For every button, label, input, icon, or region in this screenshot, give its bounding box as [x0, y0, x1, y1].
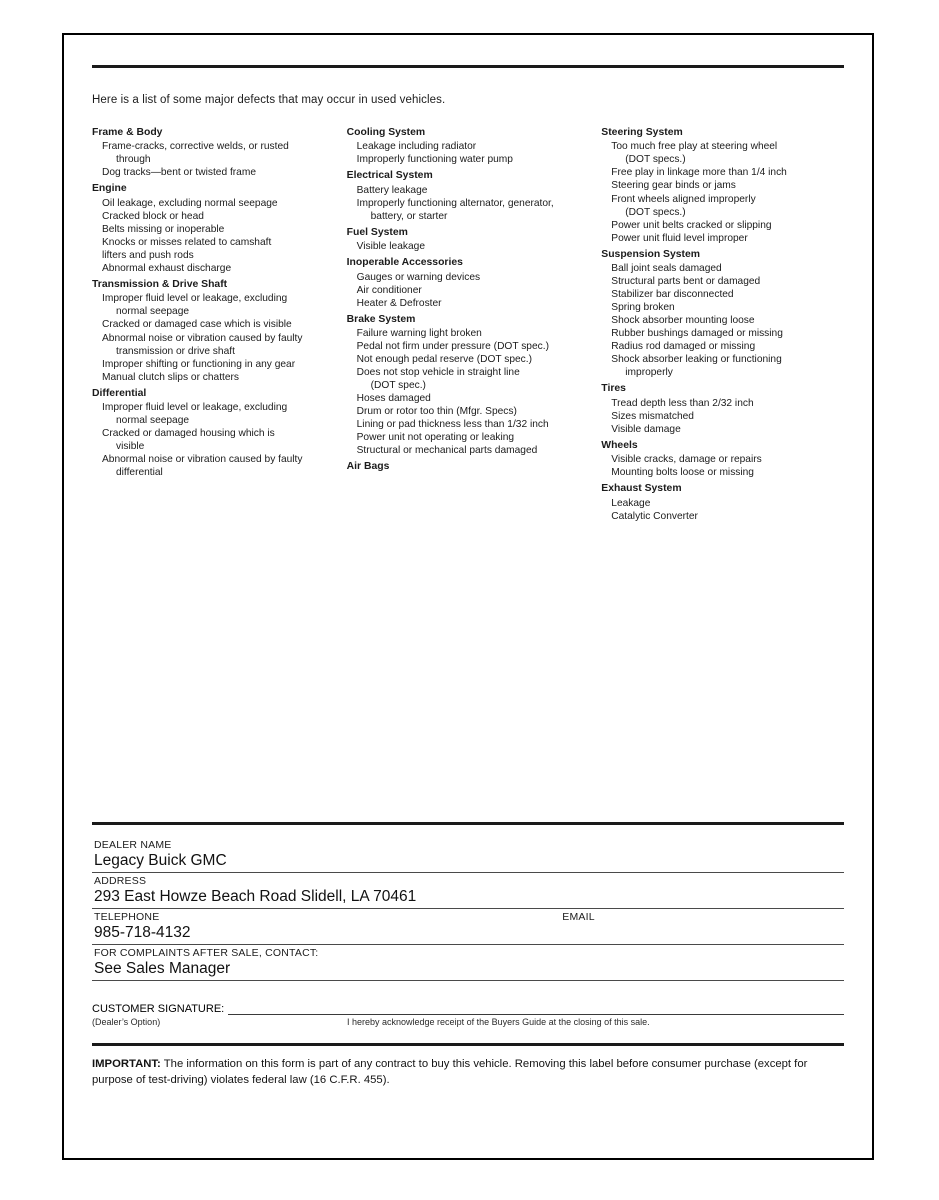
defect-item: Tread depth less than 2/32 inch: [611, 397, 754, 409]
defect-group: [347, 256, 594, 309]
defect-text-cont: normal seepage: [116, 306, 190, 318]
defect-item: Steering gear binds or jams: [611, 180, 736, 192]
group-title: Transmission & Drive Shaft: [92, 279, 228, 291]
defect-text-cont: visible: [116, 441, 145, 453]
defect-group: [347, 313, 594, 458]
defect-group: [92, 278, 339, 384]
important-text: The information on this form is part of any contract to buy this vehicle. Removing this label before consumer purchase (except for purpose of test-driving) violates federal law (16 C.F.R. 455).: [92, 1057, 808, 1087]
defect-item: Belts missing or inoperable: [102, 223, 225, 235]
defect-item: Failure warning light broken: [356, 327, 482, 339]
defect-group: [347, 226, 594, 253]
defect-text: Frame-cracks, corrective welds, or rusted: [102, 141, 289, 153]
defect-text-cont: (DOT spec.): [370, 380, 426, 392]
defect-item: Cracked block or head: [102, 210, 204, 222]
signature-subtext: [92, 1017, 844, 1027]
defect-item: Shock absorber mounting loose: [611, 315, 755, 327]
defect-group: [601, 126, 844, 245]
important-label: IMPORTANT:: [92, 1057, 161, 1070]
dealer-address-value[interactable]: 293 East Howze Beach Road Slidell, LA 70461: [92, 887, 844, 909]
group-title: Fuel System: [346, 226, 408, 238]
defect-text-cont: normal seepage: [116, 415, 190, 427]
defect-item: [92, 453, 339, 479]
dealer-address-field[interactable]: [92, 875, 844, 909]
dealer-name-value[interactable]: Legacy Buick GMC: [92, 851, 844, 873]
defect-item: Stabilizer bar disconnected: [611, 289, 734, 301]
defect-text-cont: (DOT specs.): [625, 154, 686, 166]
defect-item: [92, 427, 339, 453]
top-divider: [92, 65, 844, 68]
defect-group: [92, 182, 339, 275]
defect-item: [347, 197, 594, 223]
defect-item: [92, 401, 339, 427]
group-title: Exhaust System: [601, 483, 682, 495]
bottom-divider: [92, 1043, 844, 1046]
defect-item: [601, 353, 844, 379]
defect-item: Structural parts bent or damaged: [611, 276, 761, 288]
middle-divider: [92, 822, 844, 825]
defect-item: Hoses damaged: [356, 393, 431, 405]
telephone-label: TELEPHONE: [94, 910, 160, 923]
group-title: Electrical System: [346, 170, 433, 182]
defect-item: Sizes mismatched: [611, 410, 694, 422]
defect-item: lifters and push rods: [102, 249, 194, 261]
defect-text: Front wheels aligned improperly: [611, 193, 756, 205]
defect-text: Too much free play at steering wheel: [611, 141, 778, 153]
defect-text-cont: differential: [116, 467, 163, 479]
defect-item: Power unit belts cracked or slipping: [611, 219, 772, 231]
defect-text: Does not stop vehicle in straight line: [356, 367, 520, 379]
group-title: Wheels: [601, 439, 638, 451]
defect-text: Abnormal noise or vibration caused by faulty: [102, 332, 303, 344]
defect-item: Radius rod damaged or missing: [611, 341, 756, 353]
defect-item: [92, 332, 339, 358]
defect-item: Mounting bolts loose or missing: [611, 467, 754, 479]
defect-item: Not enough pedal reserve (DOT spec.): [356, 354, 532, 366]
defect-text-cont: battery, or starter: [370, 210, 448, 222]
defects-column-3: [601, 126, 844, 526]
defect-item: Visible cracks, damage or repairs: [611, 454, 762, 466]
defect-group: [347, 126, 594, 166]
intro-text: Here is a list of some major defects that may occur in used vehicles.: [92, 94, 446, 106]
defect-item: Improperly functioning water pump: [356, 154, 513, 166]
group-title: Air Bags: [346, 461, 390, 473]
defect-group: [601, 248, 844, 380]
dealers-option-note: (Dealer’s Option): [92, 1016, 161, 1027]
defect-group: [347, 169, 594, 222]
group-title: Engine: [92, 183, 127, 195]
defect-item: Dog tracks—bent or twisted frame: [102, 167, 257, 179]
defect-group: [347, 460, 594, 473]
defect-text: Abnormal noise or vibration caused by faulty: [102, 454, 303, 466]
dealer-address-label: ADDRESS: [94, 874, 147, 887]
defect-item: [601, 140, 844, 166]
defect-text: Shock absorber leaking or functioning: [611, 354, 782, 366]
telephone-value[interactable]: 985-718-4132: [92, 923, 844, 945]
defect-item: Battery leakage: [356, 184, 428, 196]
defect-item: Improper shifting or functioning in any gear: [102, 358, 296, 370]
group-title: Tires: [601, 383, 626, 395]
important-notice: [92, 1056, 844, 1089]
blank-space: [92, 526, 844, 816]
defect-item: Heater & Defroster: [356, 297, 442, 309]
defect-item: Power unit not operating or leaking: [356, 432, 515, 444]
defect-item: Manual clutch slips or chatters: [102, 371, 240, 383]
defects-column-1: [92, 126, 347, 526]
defect-item: [92, 140, 339, 166]
signature-label: CUSTOMER SIGNATURE:: [92, 1002, 225, 1015]
defect-item: Ball joint seals damaged: [611, 263, 722, 274]
telephone-email-labels: [92, 911, 844, 923]
defect-text: Improper fluid level or leakage, excluding: [102, 293, 288, 305]
defect-item: Catalytic Converter: [611, 510, 698, 522]
defect-item: Visible leakage: [356, 241, 425, 253]
complaints-value[interactable]: See Sales Manager: [92, 959, 844, 981]
dealer-name-field[interactable]: [92, 839, 844, 873]
defect-item: Visible damage: [611, 423, 681, 435]
defect-text-cont: improperly: [625, 367, 673, 379]
defect-item: Free play in linkage more than 1/4 inch: [611, 167, 787, 179]
defect-text: Improper fluid level or leakage, excluding: [102, 402, 288, 413]
defect-text: Improperly functioning alternator, generator,: [356, 197, 554, 209]
acknowledgement-note: I hereby acknowledge receipt of the Buyers Guide at the closing of this sale.: [347, 1016, 650, 1027]
defect-group: [92, 387, 339, 480]
defect-group: [601, 382, 844, 435]
defect-text-cont: (DOT specs.): [625, 206, 686, 218]
defect-item: Power unit fluid level improper: [611, 232, 748, 244]
defect-item: Gauges or warning devices: [356, 271, 481, 283]
defects-columns: [92, 126, 844, 526]
defect-item: Drum or rotor too thin (Mfgr. Specs): [356, 406, 517, 418]
defect-item: Oil leakage, excluding normal seepage: [102, 197, 278, 209]
dealer-telephone-email-field[interactable]: [92, 911, 844, 945]
defect-item: Lining or pad thickness less than 1/32 inch: [356, 419, 549, 431]
defect-item: [347, 366, 594, 392]
defect-item: Air conditioner: [356, 284, 422, 296]
defect-item: Abnormal exhaust discharge: [102, 263, 232, 274]
defect-item: [601, 193, 844, 219]
defect-item: [92, 292, 339, 318]
group-title: Inoperable Accessories: [346, 257, 463, 269]
group-title: Differential: [92, 387, 147, 399]
group-title: Cooling System: [346, 127, 426, 138]
complaints-label: FOR COMPLAINTS AFTER SALE, CONTACT:: [94, 946, 319, 959]
defect-item: Leakage including radiator: [356, 141, 477, 153]
defect-text-cont: through: [116, 154, 151, 166]
group-title: Steering System: [601, 127, 683, 138]
defect-item: Knocks or misses related to camshaft: [102, 236, 272, 248]
defect-text: Cracked or damaged housing which is: [102, 428, 275, 440]
defect-group: [601, 482, 844, 522]
defect-item: Spring broken: [611, 302, 675, 314]
signature-rule[interactable]: [228, 1003, 844, 1015]
complaints-contact-field[interactable]: [92, 947, 844, 981]
defect-item: Structural or mechanical parts damaged: [356, 445, 538, 457]
page-inner: [92, 65, 844, 1138]
defect-text-cont: transmission or drive shaft: [116, 345, 235, 357]
defect-item: Leakage: [611, 497, 651, 509]
defect-item: Cracked or damaged case which is visible: [102, 319, 292, 331]
signature-line[interactable]: [92, 1003, 844, 1015]
defects-column-2: [347, 126, 602, 526]
defect-item: Pedal not firm under pressure (DOT spec.): [356, 341, 549, 353]
defect-group: [601, 439, 844, 479]
dealer-name-label: DEALER NAME: [94, 838, 172, 851]
group-title: Frame & Body: [92, 127, 163, 138]
buyers-guide-page: [62, 33, 874, 1160]
defect-group: [92, 126, 339, 179]
defect-item: Rubber bushings damaged or missing: [611, 328, 783, 340]
group-title: Brake System: [346, 313, 416, 325]
group-title: Suspension System: [601, 248, 701, 260]
customer-signature-block[interactable]: [92, 1003, 844, 1027]
email-label: EMAIL: [562, 910, 595, 923]
